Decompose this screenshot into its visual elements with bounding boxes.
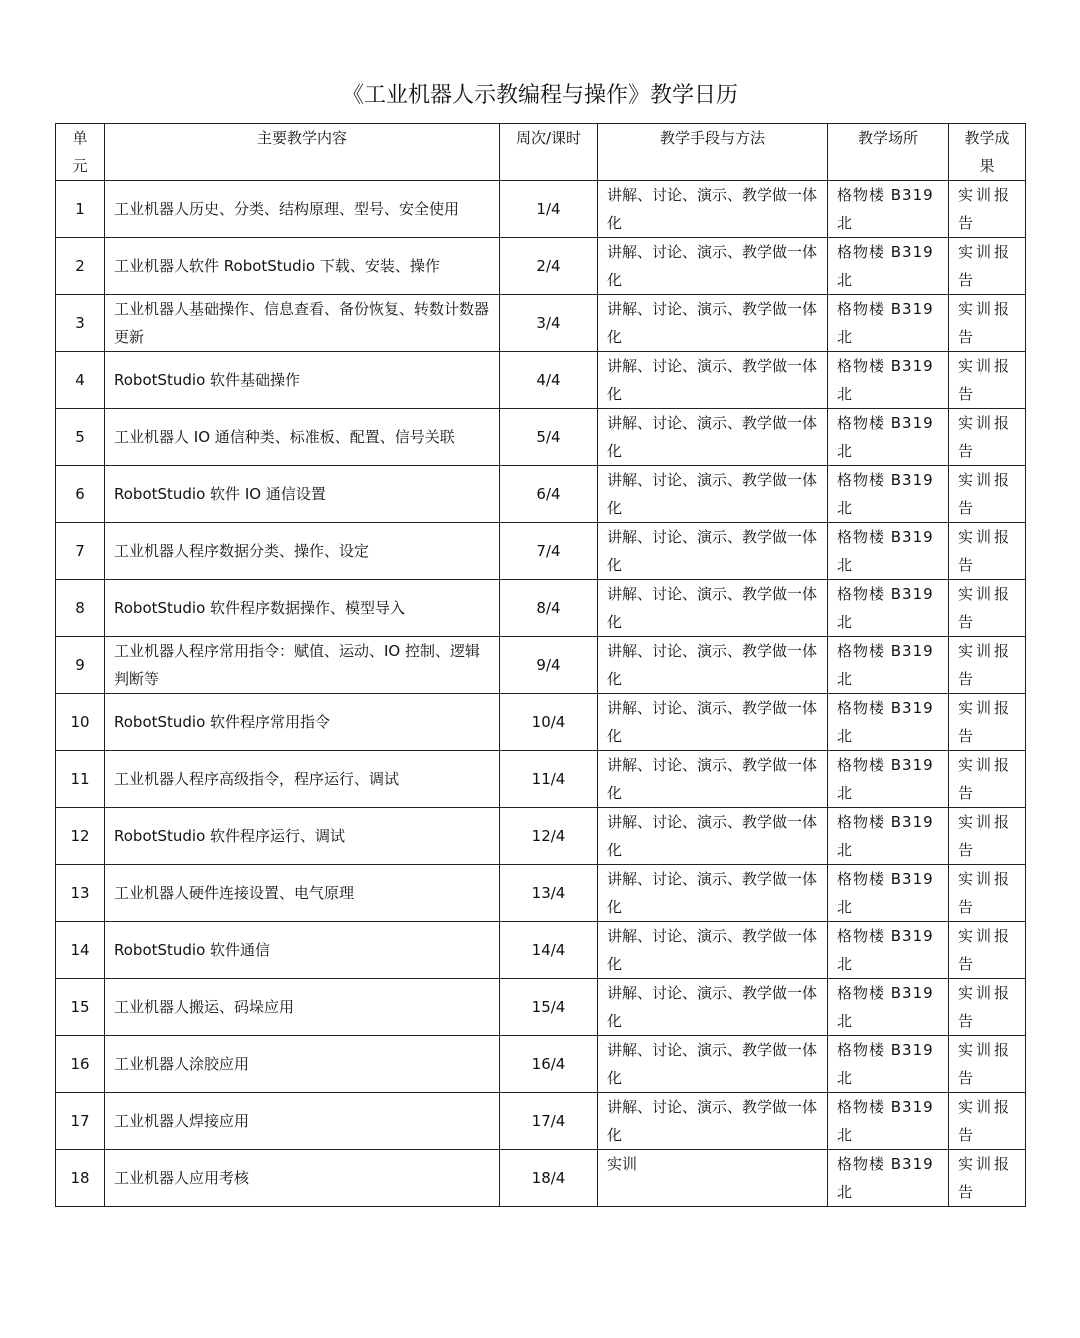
table-row [56, 865, 1026, 922]
cell-place: 格物楼 B319 北 [828, 751, 949, 808]
table-row [56, 409, 1026, 466]
table-row [56, 238, 1026, 295]
table-row [56, 808, 1026, 865]
cell-place: 格物楼 B319 北 [828, 409, 949, 466]
table-row [56, 637, 1026, 694]
cell-content: 工业机器人程序高级指令，程序运行、调试 [105, 751, 500, 808]
cell-content: RobotStudio 软件基础操作 [105, 352, 500, 409]
cell-method: 讲解、讨论、演示、教学做一体化 [598, 238, 828, 295]
cell-result: 实训报告 [949, 922, 1026, 979]
cell-content: RobotStudio 软件程序常用指令 [105, 694, 500, 751]
cell-week: 6/4 [500, 466, 598, 523]
cell-week: 8/4 [500, 580, 598, 637]
cell-content: 工业机器人历史、分类、结构原理、型号、安全使用 [105, 181, 500, 238]
cell-method: 讲解、讨论、演示、教学做一体化 [598, 352, 828, 409]
cell-content: 工业机器人焊接应用 [105, 1093, 500, 1150]
cell-place: 格物楼 B319 北 [828, 865, 949, 922]
cell-week: 12/4 [500, 808, 598, 865]
cell-method: 讲解、讨论、演示、教学做一体化 [598, 1036, 828, 1093]
table-row [56, 694, 1026, 751]
cell-result: 实训报告 [949, 580, 1026, 637]
header-method: 教学手段与方法 [598, 124, 828, 181]
cell-place: 格物楼 B319 北 [828, 466, 949, 523]
cell-content: RobotStudio 软件程序数据操作、模型导入 [105, 580, 500, 637]
cell-content: 工业机器人硬件连接设置、电气原理 [105, 865, 500, 922]
header-content: 主要教学内容 [105, 124, 500, 181]
cell-method: 讲解、讨论、演示、教学做一体化 [598, 466, 828, 523]
table-row [56, 922, 1026, 979]
table-row [56, 181, 1026, 238]
cell-place: 格物楼 B319 北 [828, 295, 949, 352]
cell-unit: 15 [56, 979, 105, 1036]
cell-content: 工业机器人 IO 通信种类、标准板、配置、信号关联 [105, 409, 500, 466]
header-result: 教学成果 [949, 124, 1026, 181]
cell-result: 实训报告 [949, 409, 1026, 466]
cell-content: RobotStudio 软件 IO 通信设置 [105, 466, 500, 523]
cell-week: 5/4 [500, 409, 598, 466]
cell-unit: 2 [56, 238, 105, 295]
cell-unit: 13 [56, 865, 105, 922]
table-row [56, 466, 1026, 523]
cell-week: 3/4 [500, 295, 598, 352]
cell-place: 格物楼 B319 北 [828, 181, 949, 238]
cell-method: 讲解、讨论、演示、教学做一体化 [598, 979, 828, 1036]
cell-unit: 9 [56, 637, 105, 694]
cell-week: 4/4 [500, 352, 598, 409]
table-row [56, 979, 1026, 1036]
cell-method: 讲解、讨论、演示、教学做一体化 [598, 181, 828, 238]
cell-result: 实训报告 [949, 1093, 1026, 1150]
cell-unit: 3 [56, 295, 105, 352]
page-title: 《工业机器人示教编程与操作》教学日历 [341, 83, 738, 108]
cell-unit: 5 [56, 409, 105, 466]
cell-week: 9/4 [500, 637, 598, 694]
cell-result: 实训报告 [949, 979, 1026, 1036]
table-row [56, 295, 1026, 352]
cell-content: 工业机器人基础操作、信息查看、备份恢复、转数计数器更新 [105, 295, 500, 352]
cell-result: 实训报告 [949, 808, 1026, 865]
cell-content: 工业机器人涂胶应用 [105, 1036, 500, 1093]
cell-week: 15/4 [500, 979, 598, 1036]
cell-content: 工业机器人程序数据分类、操作、设定 [105, 523, 500, 580]
cell-place: 格物楼 B319 北 [828, 694, 949, 751]
cell-place: 格物楼 B319 北 [828, 352, 949, 409]
cell-week: 1/4 [500, 181, 598, 238]
cell-result: 实训报告 [949, 865, 1026, 922]
cell-result: 实训报告 [949, 1150, 1026, 1207]
cell-result: 实训报告 [949, 751, 1026, 808]
cell-unit: 18 [56, 1150, 105, 1207]
cell-content: 工业机器人程序常用指令：赋值、运动、IO 控制、逻辑判断等 [105, 637, 500, 694]
cell-method: 讲解、讨论、演示、教学做一体化 [598, 409, 828, 466]
cell-week: 11/4 [500, 751, 598, 808]
cell-method: 讲解、讨论、演示、教学做一体化 [598, 580, 828, 637]
table-row [56, 1150, 1026, 1207]
cell-unit: 8 [56, 580, 105, 637]
cell-unit: 14 [56, 922, 105, 979]
cell-content: 工业机器人软件 RobotStudio 下载、安装、操作 [105, 238, 500, 295]
cell-week: 2/4 [500, 238, 598, 295]
table-row [56, 352, 1026, 409]
cell-place: 格物楼 B319 北 [828, 808, 949, 865]
table-row [56, 580, 1026, 637]
cell-content: 工业机器人搬运、码垛应用 [105, 979, 500, 1036]
cell-method: 讲解、讨论、演示、教学做一体化 [598, 922, 828, 979]
cell-result: 实训报告 [949, 694, 1026, 751]
header-place: 教学场所 [828, 124, 949, 181]
cell-unit: 1 [56, 181, 105, 238]
cell-place: 格物楼 B319 北 [828, 523, 949, 580]
cell-unit: 11 [56, 751, 105, 808]
cell-place: 格物楼 B319 北 [828, 637, 949, 694]
header-unit: 单元 [56, 124, 105, 181]
cell-place: 格物楼 B319 北 [828, 1093, 949, 1150]
cell-method: 讲解、讨论、演示、教学做一体化 [598, 808, 828, 865]
table-row [56, 1093, 1026, 1150]
cell-week: 14/4 [500, 922, 598, 979]
cell-unit: 7 [56, 523, 105, 580]
cell-content: RobotStudio 软件程序运行、调试 [105, 808, 500, 865]
cell-result: 实训报告 [949, 1036, 1026, 1093]
cell-week: 10/4 [500, 694, 598, 751]
cell-result: 实训报告 [949, 523, 1026, 580]
cell-result: 实训报告 [949, 466, 1026, 523]
table-row [56, 523, 1026, 580]
cell-unit: 16 [56, 1036, 105, 1093]
cell-method: 讲解、讨论、演示、教学做一体化 [598, 751, 828, 808]
cell-place: 格物楼 B319 北 [828, 580, 949, 637]
cell-week: 16/4 [500, 1036, 598, 1093]
table-row [56, 1036, 1026, 1093]
teaching-calendar-table [55, 123, 1026, 1207]
cell-unit: 17 [56, 1093, 105, 1150]
cell-method: 讲解、讨论、演示、教学做一体化 [598, 1093, 828, 1150]
cell-unit: 10 [56, 694, 105, 751]
cell-unit: 12 [56, 808, 105, 865]
table-row [56, 751, 1026, 808]
table-header-row [56, 124, 1026, 181]
cell-result: 实训报告 [949, 637, 1026, 694]
cell-method: 讲解、讨论、演示、教学做一体化 [598, 295, 828, 352]
cell-place: 格物楼 B319 北 [828, 238, 949, 295]
cell-place: 格物楼 B319 北 [828, 922, 949, 979]
cell-week: 18/4 [500, 1150, 598, 1207]
cell-method: 讲解、讨论、演示、教学做一体化 [598, 637, 828, 694]
cell-place: 格物楼 B319 北 [828, 979, 949, 1036]
header-week: 周次/课时 [500, 124, 598, 181]
cell-unit: 6 [56, 466, 105, 523]
cell-week: 13/4 [500, 865, 598, 922]
cell-result: 实训报告 [949, 181, 1026, 238]
cell-method: 实训 [598, 1150, 828, 1207]
cell-place: 格物楼 B319 北 [828, 1036, 949, 1093]
cell-method: 讲解、讨论、演示、教学做一体化 [598, 865, 828, 922]
cell-place: 格物楼 B319 北 [828, 1150, 949, 1207]
cell-week: 7/4 [500, 523, 598, 580]
cell-result: 实训报告 [949, 295, 1026, 352]
cell-method: 讲解、讨论、演示、教学做一体化 [598, 694, 828, 751]
cell-method: 讲解、讨论、演示、教学做一体化 [598, 523, 828, 580]
cell-result: 实训报告 [949, 238, 1026, 295]
cell-unit: 4 [56, 352, 105, 409]
cell-content: 工业机器人应用考核 [105, 1150, 500, 1207]
cell-content: RobotStudio 软件通信 [105, 922, 500, 979]
cell-result: 实训报告 [949, 352, 1026, 409]
cell-week: 17/4 [500, 1093, 598, 1150]
